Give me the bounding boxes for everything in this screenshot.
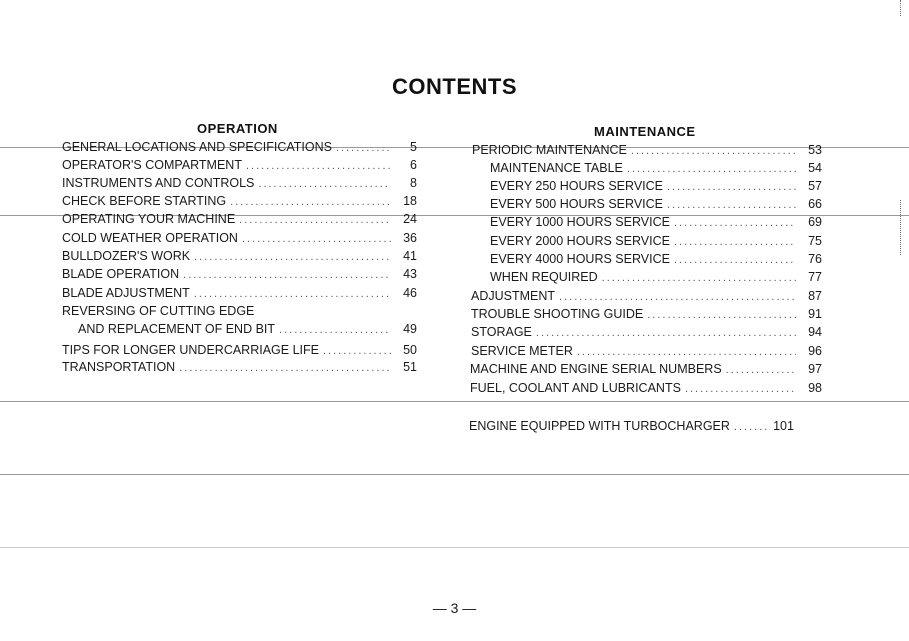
toc-entry[interactable]: TIPS FOR LONGER UNDERCARRIAGE LIFE ..... 50 — [62, 341, 417, 359]
page-ref: 97 — [808, 362, 822, 376]
page-ref: 50 — [403, 343, 417, 357]
page-ref: 36 — [403, 231, 417, 245]
toc-entry[interactable]: AND REPLACEMENT OF END BIT ..... 49 — [78, 320, 417, 338]
toc-entry[interactable]: TRANSPORTATION ..... 51 — [62, 358, 417, 376]
toc-entry[interactable]: OPERATOR'S COMPARTMENT ..... 6 — [62, 156, 417, 174]
page-ref: 53 — [808, 143, 822, 157]
page-ref: 49 — [403, 322, 417, 336]
page-ref: 96 — [808, 344, 822, 358]
toc-entry[interactable]: OPERATING YOUR MACHINE ..... 24 — [62, 210, 417, 228]
toc-entry[interactable]: EVERY 2000 HOURS SERVICE ..... 75 — [490, 232, 822, 250]
scan-rule — [0, 547, 909, 548]
toc-entry[interactable]: EVERY 1000 HOURS SERVICE ..... 69 — [490, 213, 822, 231]
toc-entry[interactable]: EVERY 4000 HOURS SERVICE ..... 76 — [490, 250, 822, 268]
toc-entry[interactable]: EVERY 500 HOURS SERVICE ..... 66 — [490, 195, 822, 213]
scan-edge-marks — [900, 0, 902, 16]
page-ref: 98 — [808, 381, 822, 395]
toc-entry[interactable]: GENERAL LOCATIONS AND SPECIFICATIONS ..... 5 — [62, 138, 417, 156]
toc-entry[interactable]: ADJUSTMENT ..... 87 — [471, 287, 822, 305]
scan-edge-marks — [900, 200, 902, 255]
toc-entry[interactable]: STORAGE ..... 94 — [471, 323, 822, 341]
toc-entry[interactable]: MAINTENANCE TABLE ..... 54 — [490, 159, 822, 177]
toc-entry[interactable]: PERIODIC MAINTENANCE ..... 53 — [472, 141, 822, 159]
toc-entry[interactable]: INSTRUMENTS AND CONTROLS ..... 8 — [62, 174, 417, 192]
page-ref: 77 — [808, 270, 822, 284]
page-ref: 66 — [808, 197, 822, 211]
page-ref: 54 — [808, 161, 822, 175]
page-ref: 6 — [410, 158, 417, 172]
page-title: CONTENTS — [392, 74, 517, 99]
scan-rule — [0, 401, 909, 402]
toc-entry[interactable]: REVERSING OF CUTTING EDGE — [62, 304, 255, 318]
page-ref: 51 — [403, 360, 417, 374]
toc-entry[interactable]: SERVICE METER ..... 96 — [471, 342, 822, 360]
page-ref: 91 — [808, 307, 822, 321]
section-heading-operation: OPERATION — [197, 121, 278, 136]
toc-entry[interactable]: FUEL, COOLANT AND LUBRICANTS ..... 98 — [470, 379, 822, 397]
toc-entry[interactable]: BULLDOZER'S WORK ..... 41 — [62, 247, 417, 265]
page-ref: 94 — [808, 325, 822, 339]
scan-rule — [0, 474, 909, 475]
page-number: — 3 — — [432, 600, 477, 616]
page-ref: 46 — [403, 286, 417, 300]
page-ref: 87 — [808, 289, 822, 303]
toc-entry-turbocharger[interactable]: ENGINE EQUIPPED WITH TURBOCHARGER ..... 101 — [469, 417, 820, 435]
page-ref: 57 — [808, 179, 822, 193]
page-ref: 5 — [410, 140, 417, 154]
page-ref: 69 — [808, 215, 822, 229]
page-ref: 43 — [403, 267, 417, 281]
toc-entry[interactable]: MACHINE AND ENGINE SERIAL NUMBERS ..... 97 — [470, 360, 822, 378]
page-ref: 18 — [403, 194, 417, 208]
page-ref: 76 — [808, 252, 822, 266]
page-ref: 75 — [808, 234, 822, 248]
page-ref: 41 — [403, 249, 417, 263]
page-ref: 8 — [410, 176, 417, 190]
section-heading-maintenance: MAINTENANCE — [594, 124, 696, 139]
toc-entry[interactable]: EVERY 250 HOURS SERVICE ..... 57 — [490, 177, 822, 195]
toc-entry[interactable]: BLADE ADJUSTMENT ..... 46 — [62, 284, 417, 302]
toc-entry[interactable]: WHEN REQUIRED ..... 77 — [490, 268, 822, 286]
toc-entry[interactable]: CHECK BEFORE STARTING ..... 18 — [62, 192, 417, 210]
page-ref: 101 — [773, 419, 794, 433]
toc-entry[interactable]: TROUBLE SHOOTING GUIDE ..... 91 — [471, 305, 822, 323]
page-ref: 24 — [403, 212, 417, 226]
toc-entry[interactable]: BLADE OPERATION ..... 43 — [62, 265, 417, 283]
toc-entry[interactable]: COLD WEATHER OPERATION ..... 36 — [62, 229, 417, 247]
